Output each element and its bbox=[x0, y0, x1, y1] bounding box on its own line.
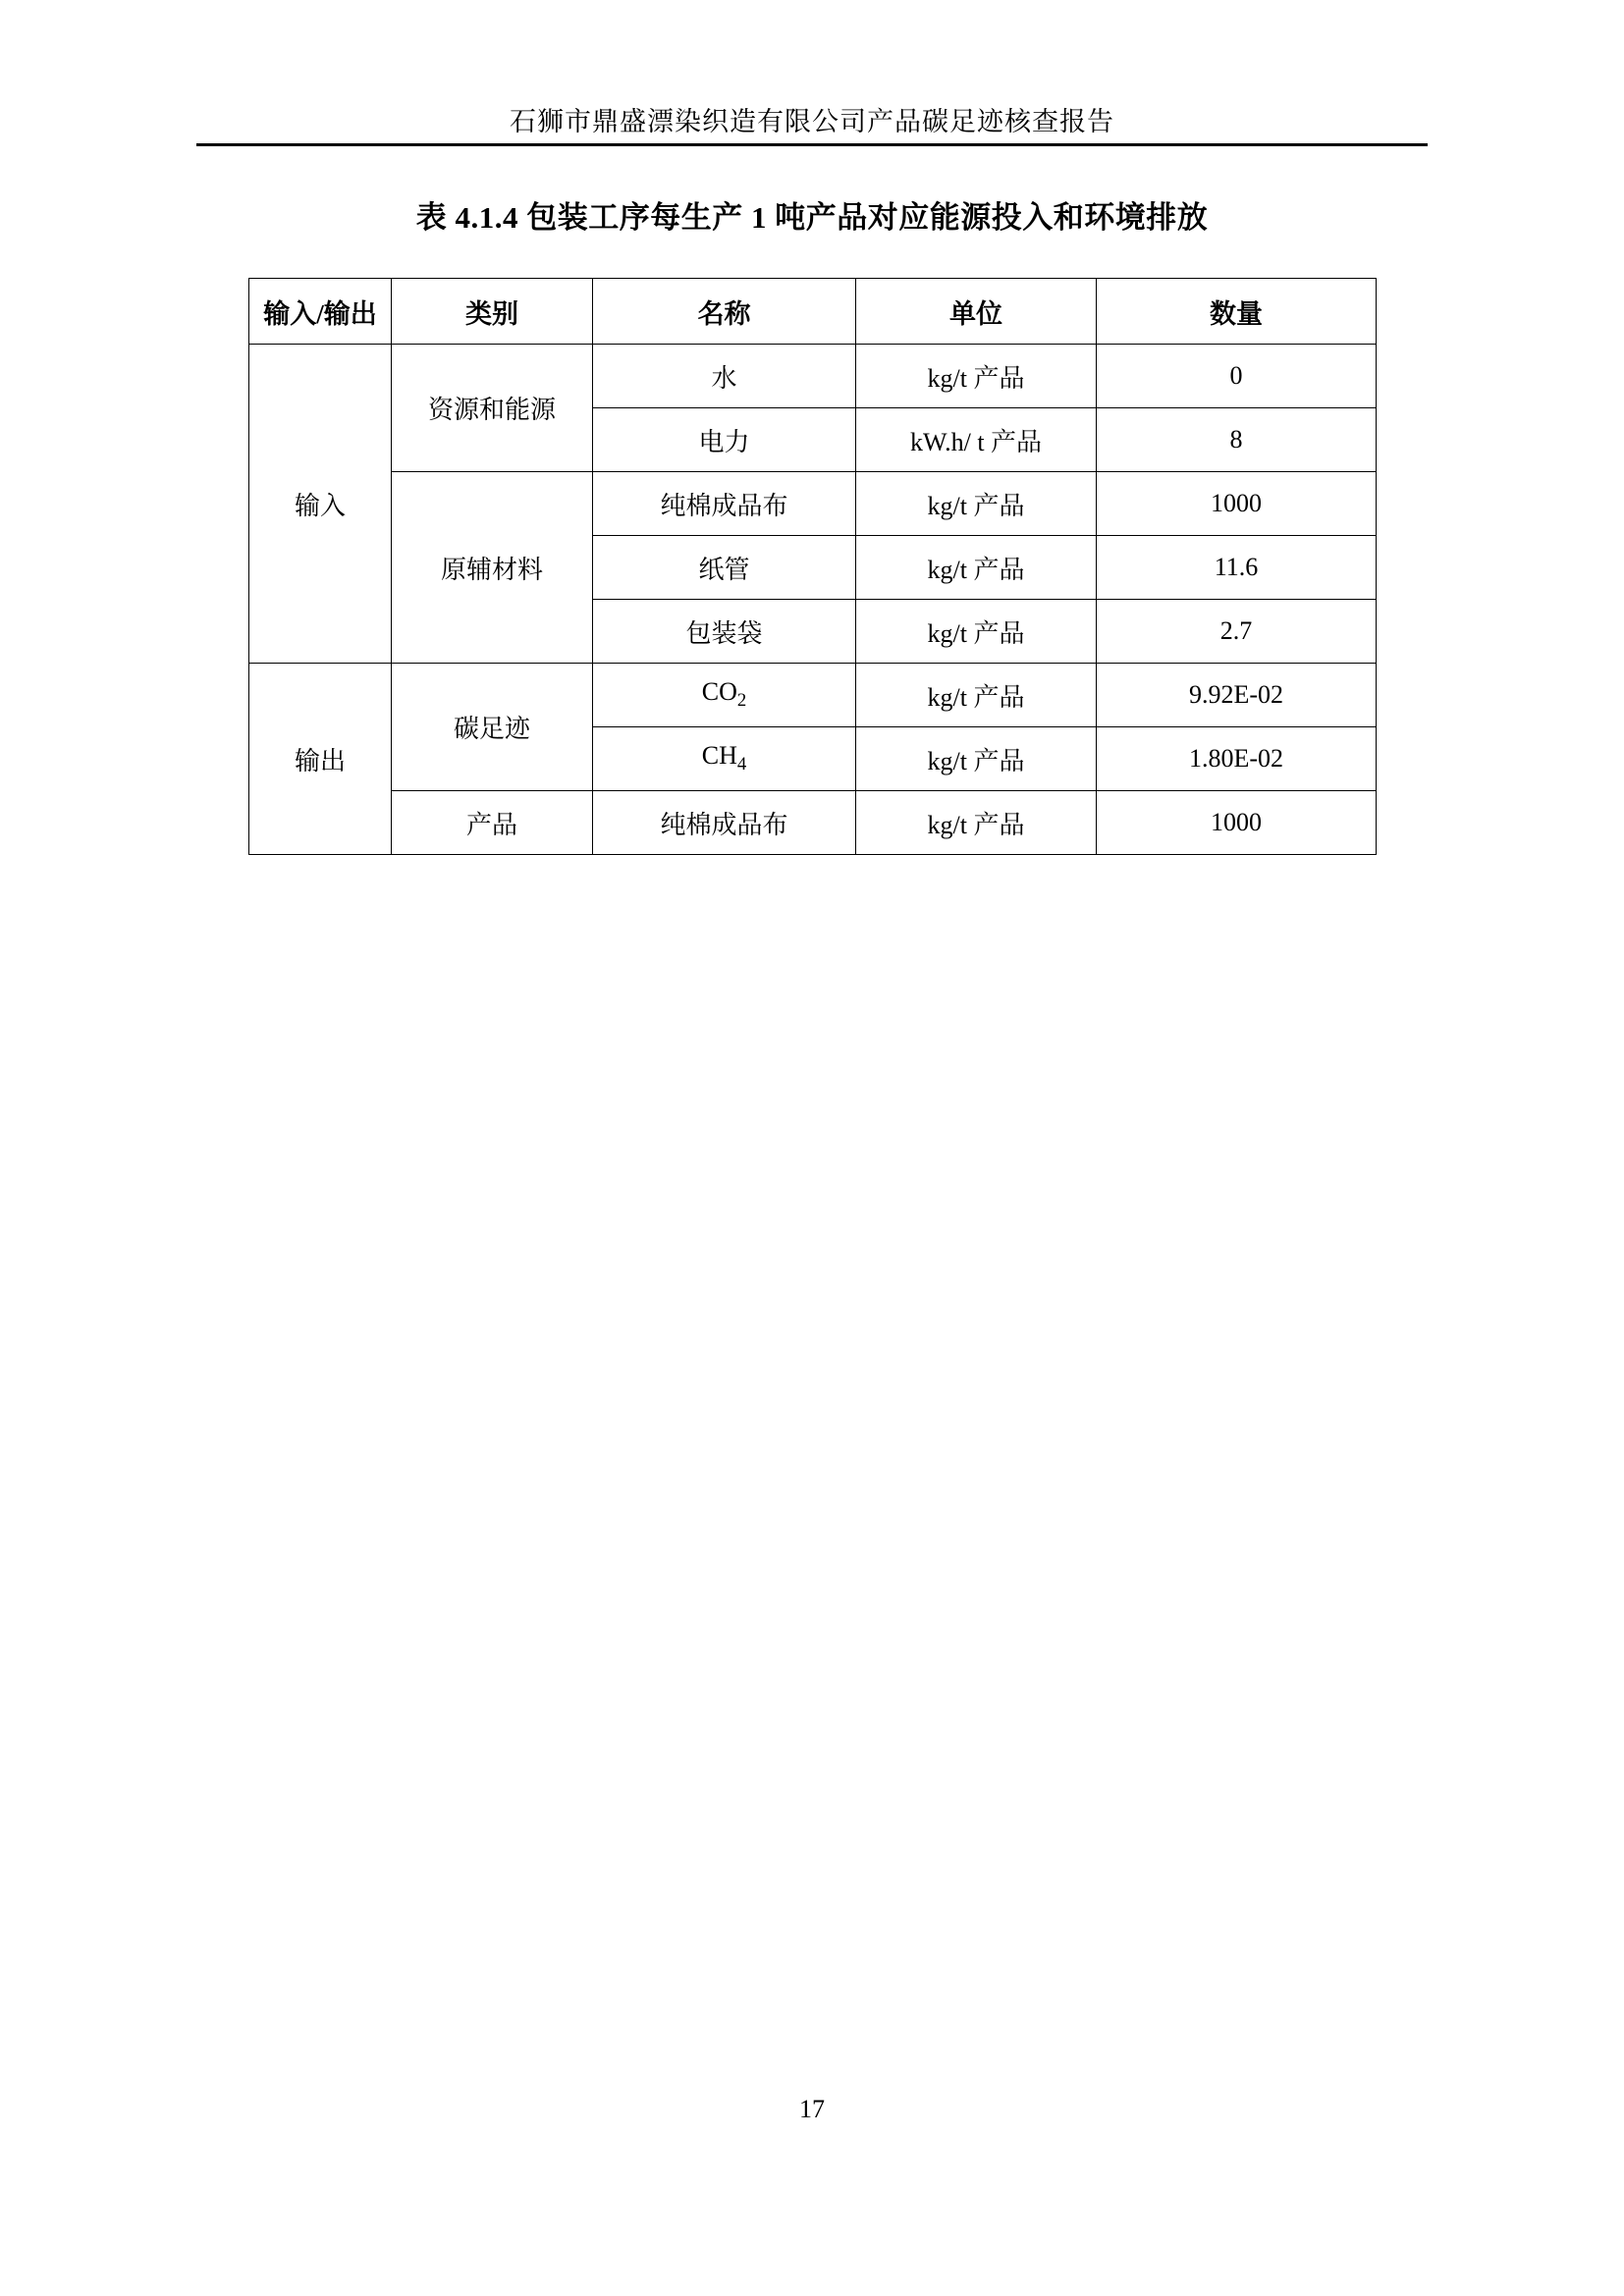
cell-value: 1000 bbox=[1097, 472, 1377, 536]
cell-unit: kg/t 产品 bbox=[856, 664, 1097, 727]
cell-name: 纯棉成品布 bbox=[593, 472, 856, 536]
table-row bbox=[249, 472, 1377, 536]
page-header bbox=[196, 106, 1428, 137]
cell-name: 纯棉成品布 bbox=[593, 791, 856, 855]
cell-name: 电力 bbox=[593, 408, 856, 472]
cell-category-raw-materials: 原辅材料 bbox=[392, 472, 593, 664]
cell-io-input: 输入 bbox=[249, 345, 392, 664]
cell-unit: kg/t 产品 bbox=[856, 727, 1097, 791]
cell-unit: kg/t 产品 bbox=[856, 472, 1097, 536]
cell-unit: kg/t 产品 bbox=[856, 345, 1097, 408]
cell-unit: kg/t 产品 bbox=[856, 791, 1097, 855]
page-number: 17 bbox=[799, 2095, 825, 2123]
cell-value: 1000 bbox=[1097, 791, 1377, 855]
formula-main: CO bbox=[701, 677, 737, 707]
table-title: 表 4.1.4 包装工序每生产 1 吨产品对应能源投入和环境排放 bbox=[415, 200, 1209, 235]
formula-subscript: 2 bbox=[736, 690, 747, 712]
cell-name-ch4 bbox=[593, 727, 856, 791]
energy-emission-table bbox=[248, 278, 1377, 855]
cell-unit: kg/t 产品 bbox=[856, 600, 1097, 664]
cell-value: 2.7 bbox=[1097, 600, 1377, 664]
header-divider bbox=[196, 143, 1428, 146]
cell-value: 8 bbox=[1097, 408, 1377, 472]
column-header-unit: 单位 bbox=[856, 279, 1097, 345]
column-header-io: 输入/输出 bbox=[249, 279, 392, 345]
formula-main: CH bbox=[701, 741, 737, 771]
cell-value: 1.80E-02 bbox=[1097, 727, 1377, 791]
cell-name-co2 bbox=[593, 664, 856, 727]
formula-subscript: 4 bbox=[736, 754, 747, 775]
cell-value: 11.6 bbox=[1097, 536, 1377, 600]
table-row bbox=[249, 345, 1377, 408]
table-row bbox=[249, 664, 1377, 727]
formula-co2 bbox=[702, 677, 746, 712]
cell-value: 9.92E-02 bbox=[1097, 664, 1377, 727]
cell-category-carbon-footprint: 碳足迹 bbox=[392, 664, 593, 791]
formula-ch4 bbox=[702, 741, 746, 775]
column-header-category: 类别 bbox=[392, 279, 593, 345]
cell-unit: kW.h/ t 产品 bbox=[856, 408, 1097, 472]
cell-name: 包装袋 bbox=[593, 600, 856, 664]
cell-name: 纸管 bbox=[593, 536, 856, 600]
cell-io-output: 输出 bbox=[249, 664, 392, 855]
cell-unit: kg/t 产品 bbox=[856, 536, 1097, 600]
cell-category-resources-energy: 资源和能源 bbox=[392, 345, 593, 472]
running-title: 石狮市鼎盛漂染织造有限公司产品碳足迹核查报告 bbox=[510, 107, 1114, 136]
table-row bbox=[249, 791, 1377, 855]
table-header-row bbox=[249, 279, 1377, 345]
column-header-value: 数量 bbox=[1097, 279, 1377, 345]
cell-category-product: 产品 bbox=[392, 791, 593, 855]
cell-name: 水 bbox=[593, 345, 856, 408]
column-header-name: 名称 bbox=[593, 279, 856, 345]
cell-value: 0 bbox=[1097, 345, 1377, 408]
